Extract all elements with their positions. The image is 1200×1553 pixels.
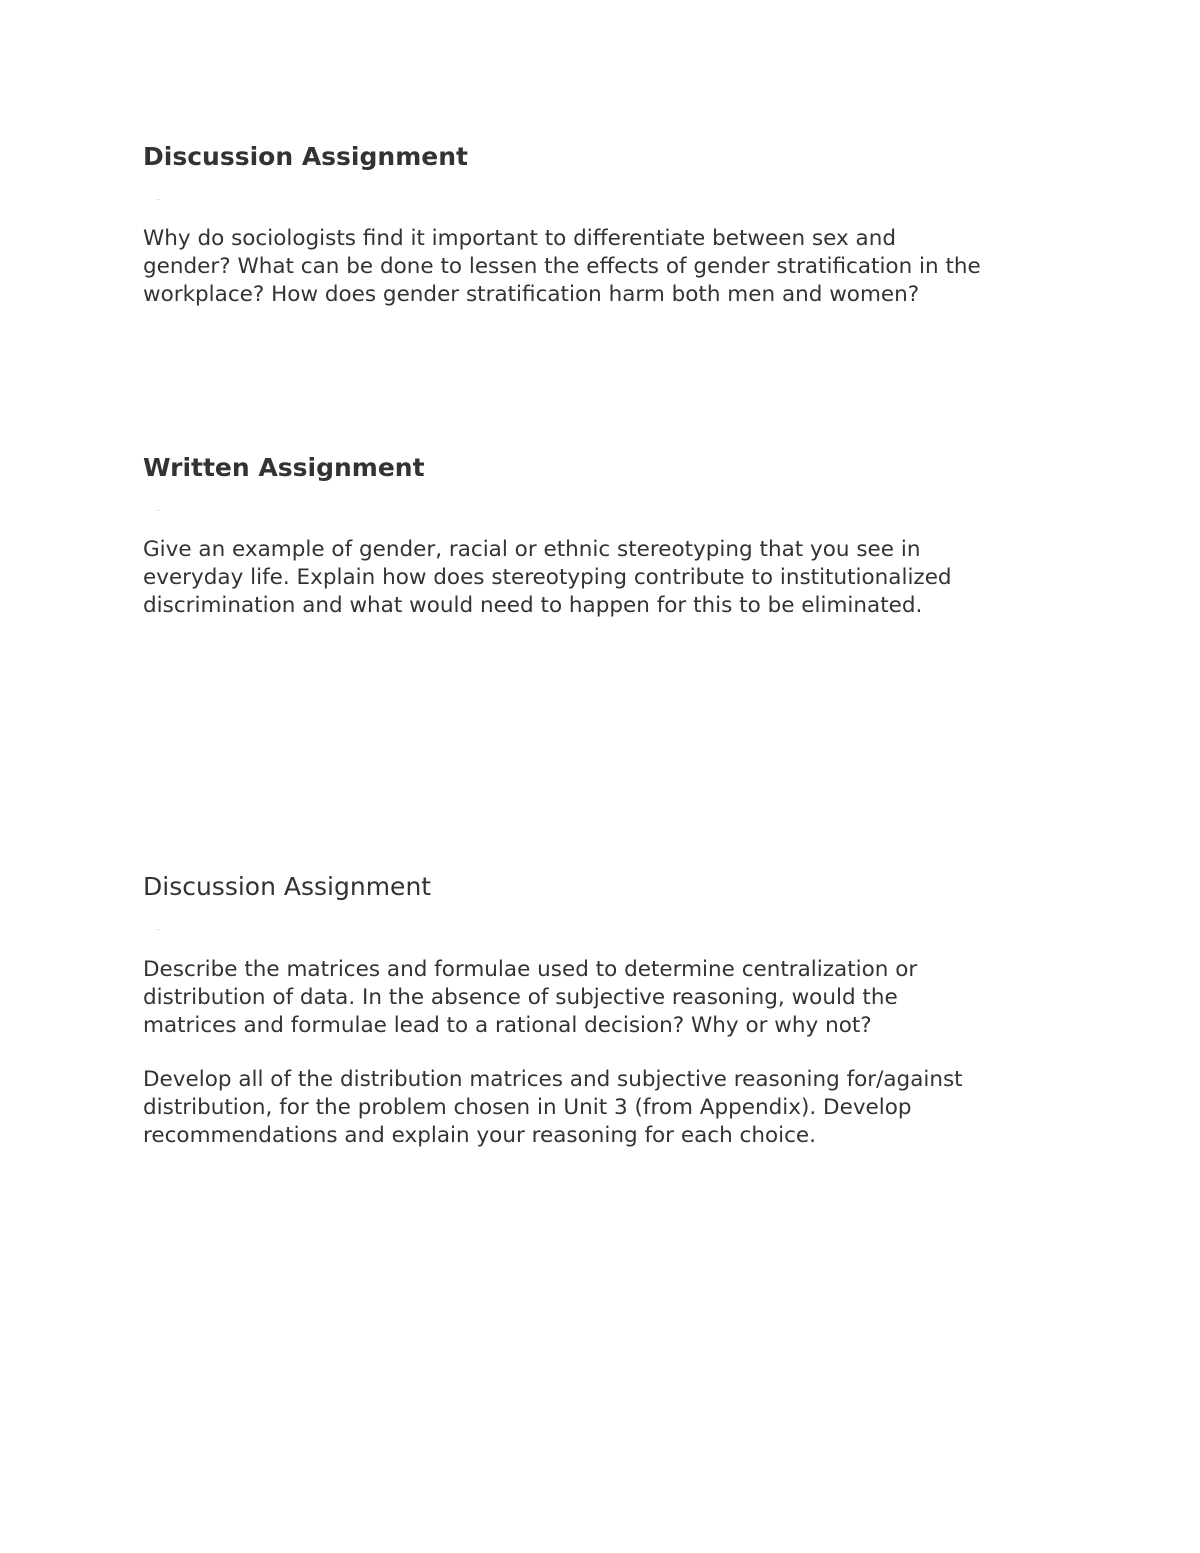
- body-line: recommendations and explain your reasoning for each choice.: [143, 1122, 816, 1148]
- section-heading-discussion-1: Discussion Assignment: [143, 142, 468, 171]
- body-line: Why do sociologists find it important to differentiate between sex and: [143, 226, 896, 251]
- hidden-line-marker: [156, 199, 160, 200]
- body-line: distribution, for the problem chosen in Unit 3 (from Appendix). Develop: [143, 1094, 912, 1120]
- section-body-discussion-2-paragraph-1: [143, 956, 1103, 1039]
- section-body-discussion-1: [143, 225, 1103, 308]
- section-heading-written: Written Assignment: [143, 453, 425, 482]
- body-line: workplace? How does gender stratification harm both men and women?: [143, 281, 920, 307]
- section-heading-discussion-2: Discussion Assignment: [143, 872, 432, 901]
- hidden-line-marker: [156, 929, 160, 930]
- section-body-written: [143, 536, 1103, 619]
- hidden-line-marker: [156, 510, 160, 511]
- body-line: matrices and formulae lead to a rational decision? Why or why not?: [143, 1012, 872, 1038]
- body-line: discrimination and what would need to happen for this to be eliminated.: [143, 592, 923, 618]
- body-line: Describe the matrices and formulae used to determine centralization or: [143, 957, 918, 982]
- body-line: gender? What can be done to lessen the effects of gender stratification in the: [143, 253, 981, 279]
- body-line: Develop all of the distribution matrices and subjective reasoning for/against: [143, 1067, 963, 1092]
- body-line: everyday life. Explain how does stereotyping contribute to institutionalized: [143, 564, 952, 590]
- section-body-discussion-2-paragraph-2: [143, 1066, 1103, 1149]
- body-line: distribution of data. In the absence of subjective reasoning, would the: [143, 984, 898, 1010]
- body-line: Give an example of gender, racial or ethnic stereotyping that you see in: [143, 537, 921, 562]
